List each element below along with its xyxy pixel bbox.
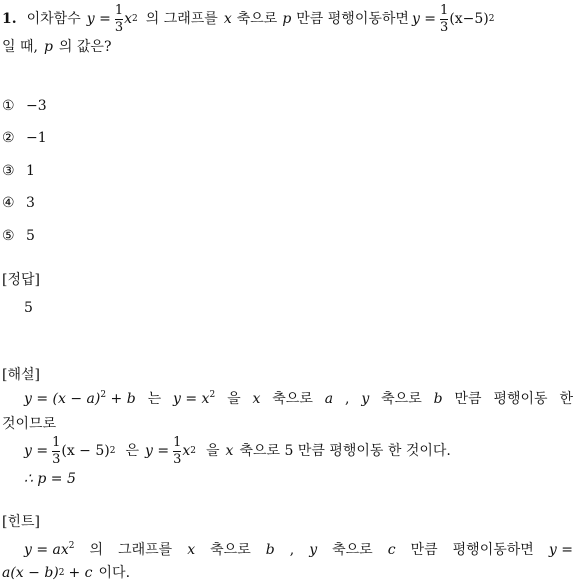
variable: b xyxy=(265,542,275,558)
hint-label: [힌트] xyxy=(2,514,40,530)
equation-lhs: y = xyxy=(86,11,111,27)
text: 평행이동 xyxy=(493,391,548,407)
choice-value: 3 xyxy=(26,195,35,211)
hint-line-2: a(x − b) 2 + c 이다. xyxy=(2,565,131,581)
equation-lhs: y = xyxy=(24,443,49,459)
text: 만큼 xyxy=(410,542,438,558)
expression: + b xyxy=(110,391,136,407)
question-text: 만큼 평행이동하면 xyxy=(296,11,409,27)
text: 의 xyxy=(89,542,104,558)
equation-var: x xyxy=(124,11,133,27)
text: 축으로 xyxy=(332,542,373,558)
choice-5[interactable] xyxy=(2,229,35,243)
choice-value: −1 xyxy=(26,130,47,146)
answer-value: 5 xyxy=(24,300,33,316)
text: 을 xyxy=(227,391,241,407)
expression: y = xyxy=(548,542,573,558)
text: 을 xyxy=(206,443,220,459)
text: 은 xyxy=(125,443,139,459)
variable: y xyxy=(309,542,318,558)
choice-3[interactable] xyxy=(2,164,35,178)
question-text: 축으로 xyxy=(236,11,278,27)
equation-lhs: y = xyxy=(411,11,437,27)
expression: (x − 5) xyxy=(61,443,110,459)
expression: x xyxy=(182,443,191,459)
expression: a(x − b) xyxy=(2,565,59,581)
expression: y = x xyxy=(173,391,210,407)
choice-2[interactable] xyxy=(2,131,47,145)
explanation-label: [해설] xyxy=(2,367,40,383)
variable: x xyxy=(187,542,196,558)
explanation-line-2: 것이므로 xyxy=(2,416,57,432)
expression: y = (x − a) xyxy=(24,391,101,407)
text: 축으로 xyxy=(381,391,422,407)
text: 이다. xyxy=(98,565,131,581)
variable: p xyxy=(43,39,53,55)
exponent: 2 xyxy=(209,390,216,400)
choice-number: ⑤ xyxy=(2,228,15,244)
question-line-2 xyxy=(2,40,111,54)
variable: x xyxy=(225,443,234,459)
choice-1[interactable] xyxy=(2,99,47,113)
fraction: $\frac{1}{3}$ xyxy=(52,434,61,467)
choice-number: ③ xyxy=(2,163,15,179)
text: 평행이동하면 xyxy=(452,542,534,558)
conclusion: ∴ p = 5 xyxy=(24,471,76,487)
variable: p xyxy=(282,11,292,27)
explanation-line-1 xyxy=(24,392,573,406)
exponent: 2 xyxy=(68,541,75,551)
text: 축으로 xyxy=(272,391,313,407)
fraction: $\frac{1}{3}$ xyxy=(173,434,182,467)
variable: x xyxy=(223,11,232,27)
choice-number: ① xyxy=(2,98,15,114)
text: , xyxy=(289,542,295,558)
choice-number: ④ xyxy=(2,195,15,211)
question-text: 의 그래프를 xyxy=(145,11,218,27)
hint-line-1 xyxy=(24,543,573,557)
variable: c xyxy=(387,542,396,558)
choice-value: 1 xyxy=(26,163,35,179)
question-text: 의 값은? xyxy=(58,39,112,55)
text: 축으로 5 만큼 평행이동 한 것이다. xyxy=(239,443,451,459)
text: 만큼 xyxy=(454,391,482,407)
text: 한 xyxy=(559,391,573,407)
answer-label: [정답] xyxy=(2,272,40,288)
fraction: $\frac{1}{3}$ xyxy=(114,2,124,35)
text: , xyxy=(345,391,350,407)
text: 그래프를 xyxy=(118,542,173,558)
equation-lhs: y = xyxy=(145,443,170,459)
variable: a xyxy=(324,391,334,407)
question-line-1: 1. 이차함수 y = $\frac{1}{3}$ x 2 의 그래프를 x 축으로 p 만큼 평행이동하면 y = $\frac{1}{3}$ (x−5) 2 xyxy=(2,2,495,35)
question-number: 1. xyxy=(2,11,17,27)
text: 는 xyxy=(147,391,162,407)
fraction: $\frac{1}{3}$ xyxy=(440,2,449,35)
exponent: 2 xyxy=(100,390,107,400)
question-text: 일 때, xyxy=(2,39,38,55)
expression: y = ax xyxy=(24,542,69,558)
choice-value: 5 xyxy=(26,228,35,244)
question-text: 이차함수 xyxy=(26,11,81,27)
variable: x xyxy=(252,391,261,407)
choice-value: −3 xyxy=(26,98,47,114)
equation-expression: (x−5) xyxy=(449,11,489,27)
variable: b xyxy=(433,391,443,407)
variable: y xyxy=(361,391,370,407)
explanation-line-3: y = $\frac{1}{3}$ (x − 5) 2 은 y = $\frac{1}{3}$ x 2 을 x 축으로 5 만큼 평행이동 한 것이다. xyxy=(24,434,451,467)
choice-4[interactable] xyxy=(2,196,35,210)
choice-number: ② xyxy=(2,130,15,146)
expression: + c xyxy=(68,565,93,581)
text: 축으로 xyxy=(210,542,251,558)
